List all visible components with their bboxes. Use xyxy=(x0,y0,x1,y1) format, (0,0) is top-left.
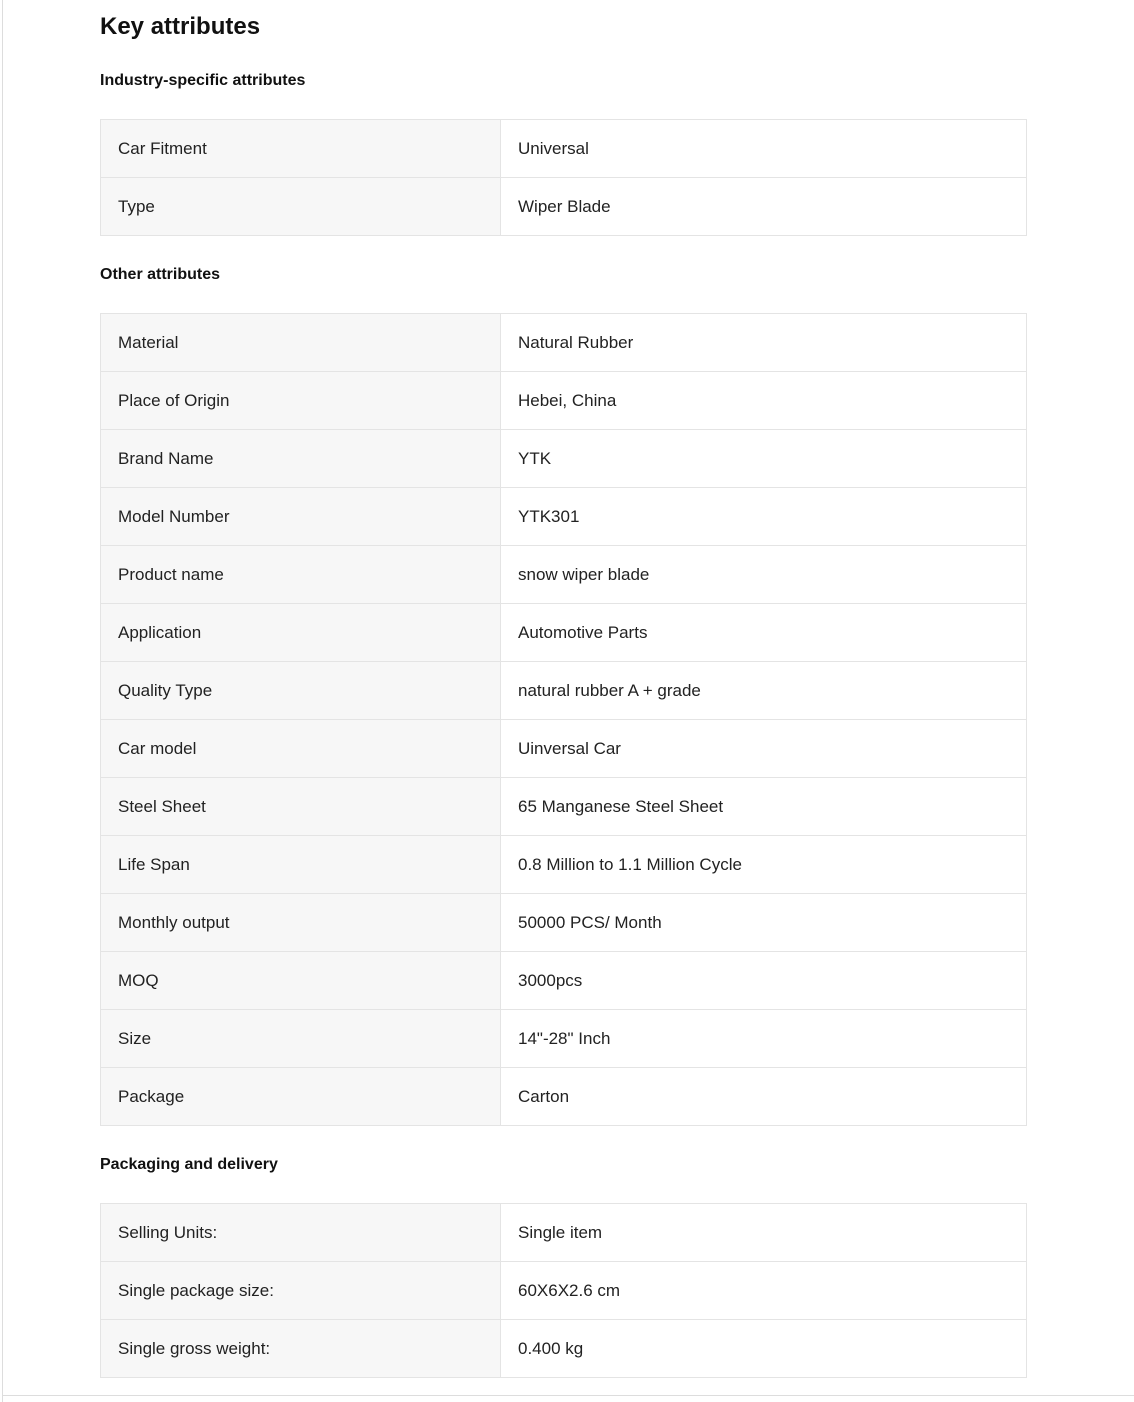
section-heading: Packaging and delivery xyxy=(100,1156,278,1173)
attribute-row xyxy=(101,1320,1027,1378)
attribute-row xyxy=(101,894,1027,952)
attribute-value-cell: Carton xyxy=(501,1068,1027,1126)
attribute-row xyxy=(101,178,1027,236)
attributes-table xyxy=(100,119,1027,236)
attribute-label-cell: Place of Origin xyxy=(101,372,501,430)
attribute-label-cell: Application xyxy=(101,604,501,662)
attribute-value-cell: YTK301 xyxy=(501,488,1027,546)
attribute-row xyxy=(101,314,1027,372)
container-border-left xyxy=(2,0,3,1402)
attribute-label-cell: Material xyxy=(101,314,501,372)
attribute-value-cell: 60X6X2.6 cm xyxy=(501,1262,1027,1320)
attribute-label-cell: Package xyxy=(101,1068,501,1126)
section-heading: Industry-specific attributes xyxy=(100,72,306,89)
attribute-label-cell: Size xyxy=(101,1010,501,1068)
attribute-label-cell: Single gross weight: xyxy=(101,1320,501,1378)
attribute-row xyxy=(101,836,1027,894)
attribute-value-cell: Universal xyxy=(501,120,1027,178)
sections-root xyxy=(100,72,1026,1378)
attribute-label-cell: Single package size: xyxy=(101,1262,501,1320)
container-border-bottom xyxy=(2,1395,1134,1396)
attribute-value-cell: Wiper Blade xyxy=(501,178,1027,236)
attribute-row xyxy=(101,372,1027,430)
attributes-table-body xyxy=(101,314,1027,1126)
attribute-label-cell: Steel Sheet xyxy=(101,778,501,836)
attribute-row xyxy=(101,662,1027,720)
attribute-row xyxy=(101,778,1027,836)
attribute-value-cell: 0.8 Million to 1.1 Million Cycle xyxy=(501,836,1027,894)
attribute-value-cell: Single item xyxy=(501,1204,1027,1262)
attribute-value-cell: 50000 PCS/ Month xyxy=(501,894,1027,952)
key-attributes-panel xyxy=(100,0,1026,1378)
attribute-label-cell: Car Fitment xyxy=(101,120,501,178)
attribute-label-cell: MOQ xyxy=(101,952,501,1010)
attribute-label-cell: Model Number xyxy=(101,488,501,546)
attribute-value-cell: Hebei, China xyxy=(501,372,1027,430)
attribute-value-cell: natural rubber A + grade xyxy=(501,662,1027,720)
attributes-table xyxy=(100,1203,1027,1378)
attribute-label-cell: Brand Name xyxy=(101,430,501,488)
attribute-value-cell: snow wiper blade xyxy=(501,546,1027,604)
attribute-row xyxy=(101,488,1027,546)
attribute-row xyxy=(101,720,1027,778)
attribute-label-cell: Selling Units: xyxy=(101,1204,501,1262)
attributes-table xyxy=(100,313,1027,1126)
attribute-value-cell: Uinversal Car xyxy=(501,720,1027,778)
attribute-value-cell: 65 Manganese Steel Sheet xyxy=(501,778,1027,836)
attributes-table-body xyxy=(101,120,1027,236)
attribute-label-cell: Product name xyxy=(101,546,501,604)
attribute-section xyxy=(100,1156,1026,1378)
attribute-label-cell: Type xyxy=(101,178,501,236)
attribute-row xyxy=(101,430,1027,488)
attribute-section xyxy=(100,266,1026,1126)
attribute-row xyxy=(101,952,1027,1010)
attributes-table-body xyxy=(101,1204,1027,1378)
attribute-row xyxy=(101,546,1027,604)
section-heading: Other attributes xyxy=(100,266,221,283)
attribute-value-cell: YTK xyxy=(501,430,1027,488)
attribute-value-cell: Natural Rubber xyxy=(501,314,1027,372)
attribute-row xyxy=(101,120,1027,178)
attribute-row xyxy=(101,1262,1027,1320)
attribute-label-cell: Quality Type xyxy=(101,662,501,720)
attribute-value-cell: Automotive Parts xyxy=(501,604,1027,662)
page-title: Key attributes xyxy=(100,13,261,40)
attribute-value-cell: 14"-28" Inch xyxy=(501,1010,1027,1068)
attribute-value-cell: 3000pcs xyxy=(501,952,1027,1010)
attribute-row xyxy=(101,604,1027,662)
attribute-label-cell: Car model xyxy=(101,720,501,778)
attribute-row xyxy=(101,1068,1027,1126)
attribute-value-cell: 0.400 kg xyxy=(501,1320,1027,1378)
attribute-label-cell: Monthly output xyxy=(101,894,501,952)
attribute-section xyxy=(100,72,1026,236)
attribute-row xyxy=(101,1204,1027,1262)
attribute-label-cell: Life Span xyxy=(101,836,501,894)
attribute-row xyxy=(101,1010,1027,1068)
